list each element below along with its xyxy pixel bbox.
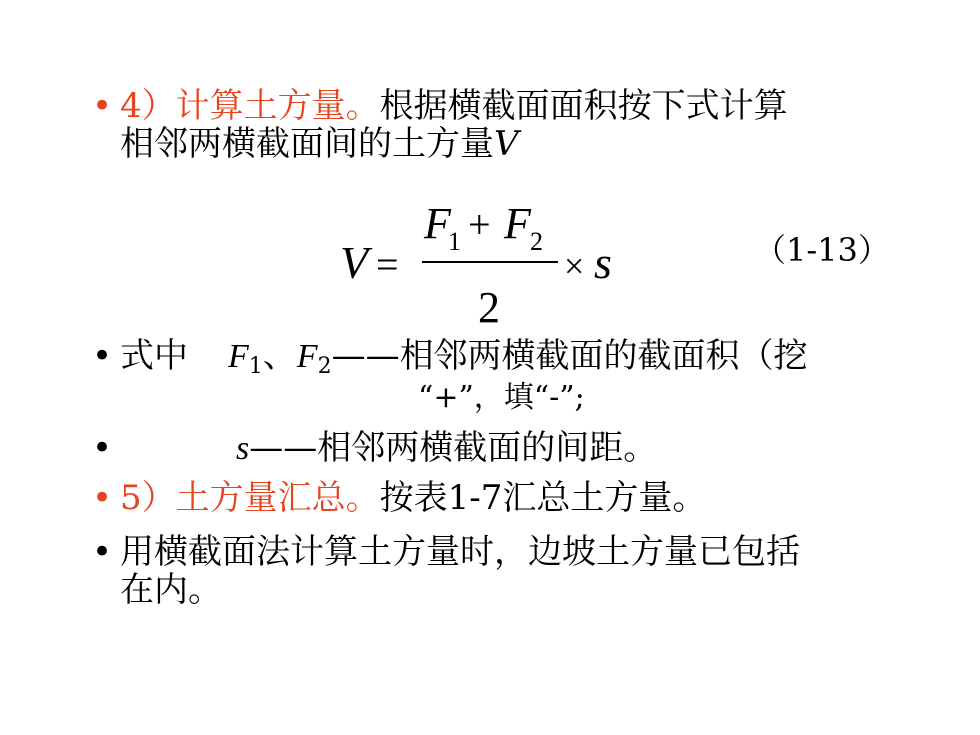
formula-f2: F xyxy=(504,199,531,248)
item1-line1 xyxy=(120,86,788,126)
formula-s: s xyxy=(594,237,612,288)
formula-plus: + xyxy=(468,202,491,247)
formula xyxy=(340,198,640,330)
bullet-2: • xyxy=(92,336,113,376)
item3-text: ——相邻两横截面的间距。 xyxy=(249,428,658,468)
item1-line2 xyxy=(120,124,519,164)
item1-red-heading: 4）计算土方量。 xyxy=(120,86,380,126)
bullet-4: • xyxy=(92,478,113,518)
bullet-1: • xyxy=(92,86,113,126)
item2-f2-sub: 2 xyxy=(317,354,332,379)
item2-f1-sub: 1 xyxy=(248,354,263,379)
item1-var-v: V xyxy=(494,124,519,164)
item5-line2: 在内。 xyxy=(120,570,222,610)
formula-sub2: 2 xyxy=(530,227,543,256)
item4-line xyxy=(120,478,706,518)
bullet-3: • xyxy=(92,428,113,468)
item3-line xyxy=(236,428,657,469)
item2-f1: F xyxy=(228,338,249,375)
item1-text-line2: 相邻两横截面间的土方量 xyxy=(120,124,494,164)
formula-equals: = xyxy=(376,242,399,287)
item1-text-line1: 根据横截面面积按下式计算 xyxy=(379,86,788,126)
item4-text: 按表1-7汇总土方量。 xyxy=(379,478,707,518)
formula-svg xyxy=(340,198,640,330)
formula-f1: F xyxy=(424,199,451,248)
item5-line1: 用横截面法计算土方量时，边坡土方量已包括 xyxy=(120,532,800,572)
formula-lhs: V xyxy=(340,237,369,288)
item2-sep: 、 xyxy=(262,336,297,376)
item2-text: ——相邻两横截面的截面积（挖 xyxy=(331,336,808,376)
formula-times: × xyxy=(564,246,585,286)
item3-s-var: s xyxy=(236,430,250,467)
item2-line2: “+”，填“-”; xyxy=(418,380,585,415)
formula-sub1: 1 xyxy=(448,227,461,256)
bullet-5: • xyxy=(92,532,113,572)
item4-red-heading: 5）土方量汇总。 xyxy=(120,478,380,518)
item2-f2: F xyxy=(296,338,318,375)
formula-denominator: 2 xyxy=(478,283,500,330)
equation-number: （1-13） xyxy=(754,231,890,269)
item2-prefix: 式中 xyxy=(120,336,188,376)
